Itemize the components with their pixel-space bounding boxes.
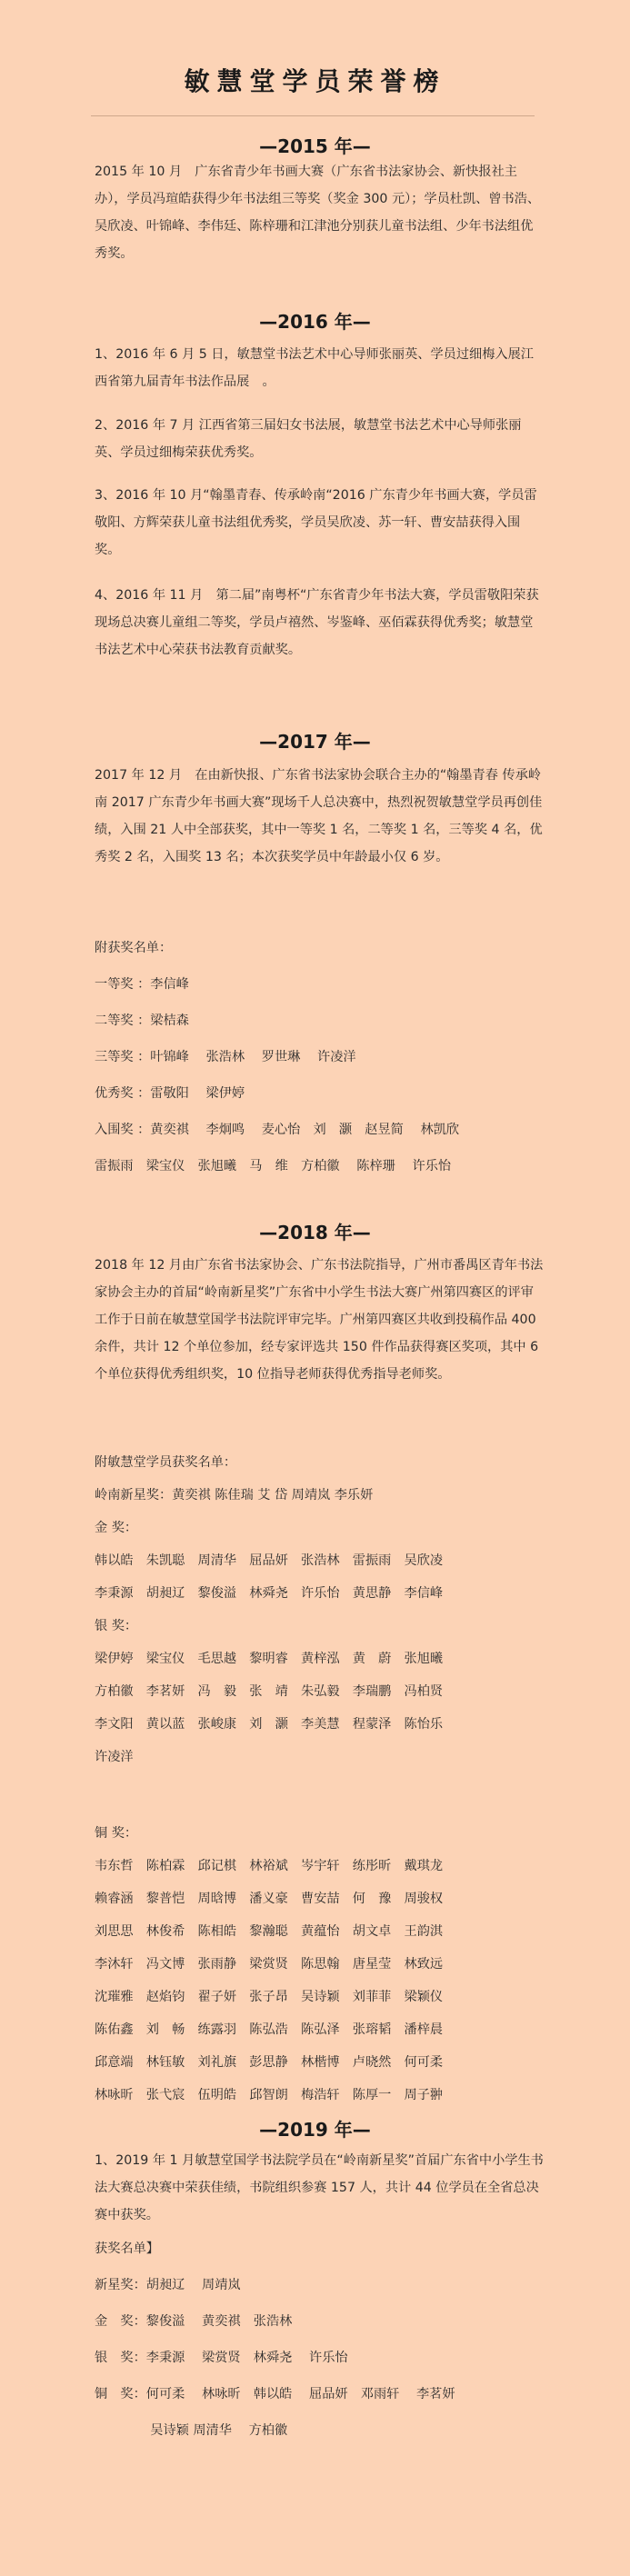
award-list-title-2017: 附获奖名单： (95, 941, 173, 955)
paragraph-2017-1: 2017 年 12 月 在由新快报、广东省书法家协会联合主办的“翰墨青春 传承岭南 2017 广东青少年书画大赛”现场千人总决赛中，热烈祝贺敏慧堂学员再创佳绩，入围 21 人中全部获奖，其中一等奖 1 名，二等奖 1 名，三等奖 4 名，优秀奖 2 名，入围奖 13 名；本次获奖学员中年龄最小仅 6 岁。 (95, 768, 543, 864)
award-line-2019-3: 银 奖：李秉源 梁赏贤 林舜尧 许乐怡 (95, 2351, 348, 2365)
award-line-2018-12: 韦东哲 陈柏霖 邱记棋 林裕斌 岑宇轩 练彤昕 戴琪龙 (95, 1859, 444, 1873)
award-line-2018-4: 李秉源 胡昶辽 黎俊溢 林舜尧 许乐怡 黄思静 李信峰 (95, 1586, 444, 1601)
award-line-2019-5: 吴诗颖 周清华 方柏徽 (95, 2423, 288, 2438)
award-line-2017-1: 一等奖 ：李信峰 (95, 977, 189, 992)
award-line-2017-2: 二等奖 ：梁桔森 (95, 1013, 189, 1028)
award-line-2018-15: 李沐轩 冯文博 张雨静 梁赏贤 陈思翰 唐星莹 林致远 (95, 1957, 444, 1972)
award-line-2018-19: 林咏昕 张弋宸 伍明皓 邱智朗 梅浩轩 陈厚一 周子翀 (95, 2088, 444, 2102)
paragraph-2018-1: 2018 年 12 月由广东省书法家协会、广东书法院指导，广州市番禺区青年书法家协会主办的首届“岭南新星奖”广东省中小学生书法大赛广州第四赛区的评审工作于日前在敏慧堂国学书法院评审完毕。广州第四赛区共收到投稿作品 400 余件，共计 12 个单位参加，经专家评选共 150 件作品获得赛区奖项，其中 6 个单位获得优秀组织奖，10 位指导老师获得优秀指导老师奖。 (95, 1258, 544, 1382)
award-list-title-2019: 获奖名单】 (95, 2242, 159, 2256)
paragraph-2016-1: 1、2016 年 6 月 5 日，敏慧堂书法艺术中心导师张丽英、学员过细梅入展江西省第九届青年书法作品展 。 (95, 347, 534, 389)
year-heading-2017: —2017 年— (259, 731, 371, 753)
award-line-2019-4: 铜 奖：何可柔 林咏昕 韩以皓 屈品妍 邓雨轩 李茗妍 (95, 2387, 455, 2401)
award-line-2018-11: 铜 奖： (95, 1826, 138, 1841)
page-title: 敏慧堂学员荣誉榜 (184, 66, 446, 96)
award-line-2018-13: 赖睿涵 黎普恺 周晗博 潘义豪 曹安喆 何 豫 周骏权 (95, 1892, 444, 1906)
award-line-2018-8: 李文阳 黄以蓝 张峻康 刘 灏 李美慧 程蒙泽 陈怡乐 (95, 1717, 444, 1732)
award-line-2018-1: 岭南新星奖：黄奕祺 陈佳瑞 艾 岱 周靖岚 李乐妍 (95, 1488, 374, 1503)
year-heading-2016: —2016 年— (259, 311, 371, 333)
award-line-2017-4: 优秀奖 ：雷敬阳 梁伊婷 (95, 1086, 245, 1101)
paragraph-2015-1: 2015 年 10 月 广东省青少年书画大赛（广东省书法家协会、新快报社主办），学员冯瑄皓获得少年书法组三等奖（奖金 300 元）；学员杜凯、曾书浩、吴欣凌、叶锦峰、李伟廷、陈梓珊和江津池分别获儿童书法组、少年书法组优秀奖。 (95, 165, 541, 261)
award-line-2019-2: 金 奖：黎俊溢 黄奕祺 张浩林 (95, 2314, 293, 2329)
paragraph-2019-1: 1、2019 年 1 月敏慧堂国学书法院学员在“岭南新星奖”首届广东省中小学生书法大赛总决赛中荣获佳绩，书院组织参赛 157 人，共计 44 位学员在全省总决赛中获奖。 (95, 2153, 544, 2222)
award-line-2018-3: 韩以皓 朱凯聪 周清华 屈品妍 张浩林 雷振雨 吴欣凌 (95, 1553, 444, 1568)
paragraph-2016-4: 4、2016 年 11 月 第二届”南粤杯“广东省青少年书法大赛，学员雷敬阳荣获现场总决赛儿童组二等奖，学员卢禧然、岑鉴峰、巫佰霖获得优秀奖；敏慧堂书法艺术中心荣获书法教育贡献奖。 (95, 588, 539, 657)
award-line-2018-6: 梁伊婷 梁宝仪 毛思越 黎明睿 黄梓泓 黄 蔚 张旭曦 (95, 1652, 444, 1666)
year-heading-2019: —2019 年— (259, 2119, 371, 2141)
paragraph-2016-3: 3、2016 年 10 月“翰墨青春、传承岭南“2016 广东青少年书画大赛，学员雷敬阳、方辉荣获儿童书法组优秀奖，学员吴欣凌、苏一轩、曹安喆获得入围奖。 (95, 488, 537, 557)
year-heading-2015: —2015 年— (259, 135, 371, 157)
award-line-2018-17: 陈佑鑫 刘 畅 练露羽 陈弘浩 陈弘泽 张瑢韬 潘梓晨 (95, 2022, 444, 2037)
award-line-2018-14: 刘思思 林俊希 陈相皓 黎瀚聪 黄蕴怡 胡文卓 王韵淇 (95, 1924, 444, 1939)
award-line-2017-5: 入围奖 ：黄奕祺 李炯鸣 麦心怡 刘 灏 赵昱简 林凯欣 (95, 1123, 460, 1137)
award-line-2018-18: 邱意端 林钰敏 刘礼旗 彭思静 林楷博 卢晓然 何可柔 (95, 2055, 444, 2070)
paragraph-2016-2: 2、2016 年 7 月 江西省第三届妇女书法展，敏慧堂书法艺术中心导师张丽英、学员过细梅荣获优秀奖。 (95, 418, 522, 460)
award-line-2019-1: 新星奖：胡昶辽 周靖岚 (95, 2278, 241, 2292)
title-divider (91, 115, 535, 116)
award-line-2018-7: 方柏徽 李茗妍 冯 毅 张 靖 朱弘毅 李瑞鹏 冯柏贤 (95, 1684, 444, 1699)
award-list-title-2018: 附敏慧堂学员获奖名单： (95, 1455, 237, 1470)
award-line-2018-2: 金 奖： (95, 1521, 138, 1535)
award-line-2018-16: 沈璀雅 赵焰钧 翟子妍 张子昂 吴诗颖 刘菲菲 梁颖仪 (95, 1990, 444, 2004)
award-line-2017-3: 三等奖 ：叶锦峰 张浩林 罗世琳 许凌洋 (95, 1050, 356, 1064)
year-heading-2018: —2018 年— (259, 1222, 371, 1243)
award-line-2017-6: 雷振雨 梁宝仪 张旭曦 马 维 方柏徽 陈梓珊 许乐怡 (95, 1159, 452, 1173)
award-line-2018-9: 许凌洋 (95, 1750, 134, 1764)
award-line-2018-5: 银 奖： (95, 1619, 138, 1633)
